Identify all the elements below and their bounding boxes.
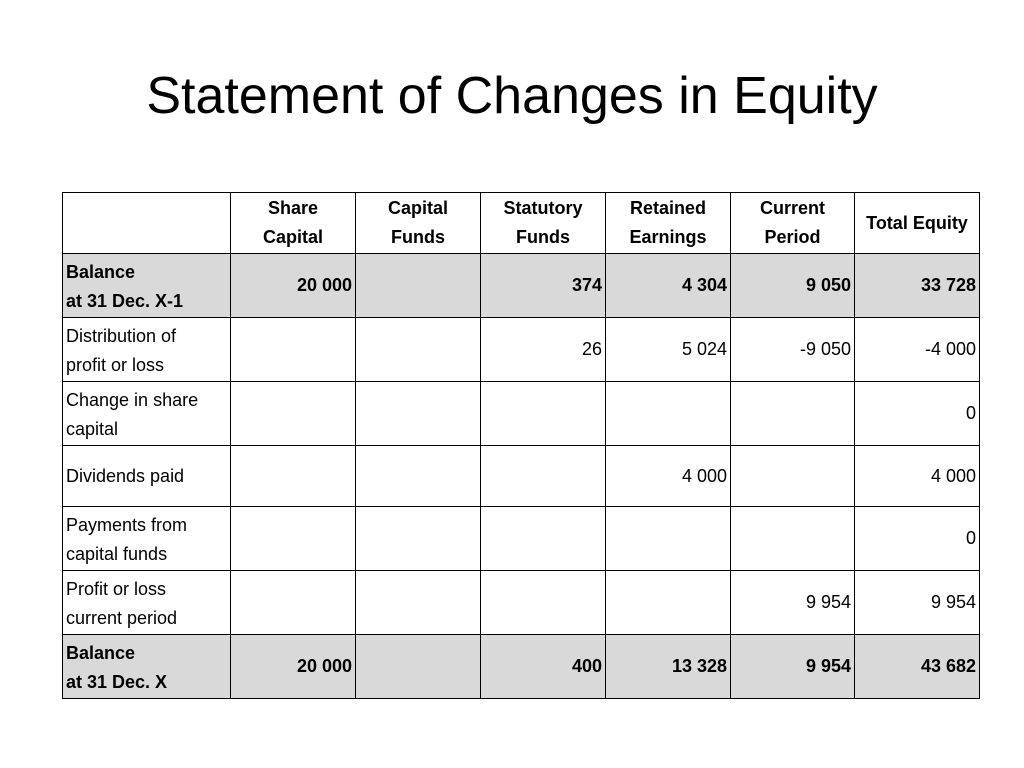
cell-retained-earnings <box>606 507 731 571</box>
cell-retained-earnings: 4 000 <box>606 446 731 507</box>
cell-capital-funds <box>356 446 481 507</box>
cell-statutory-funds: 374 <box>481 254 606 318</box>
cell-capital-funds <box>356 635 481 699</box>
table-row-share-capital-change <box>63 382 980 446</box>
header-capital-funds: Capital Funds <box>356 193 481 254</box>
cell-capital-funds <box>356 318 481 382</box>
table-row-current-profit <box>63 571 980 635</box>
cell-capital-funds <box>356 382 481 446</box>
row-label: Balance at 31 Dec. X-1 <box>63 254 231 318</box>
header-blank <box>63 193 231 254</box>
row-label: Balance at 31 Dec. X <box>63 635 231 699</box>
cell-total-equity: 4 000 <box>855 446 980 507</box>
cell-retained-earnings <box>606 382 731 446</box>
equity-table <box>62 192 980 699</box>
cell-statutory-funds <box>481 507 606 571</box>
cell-statutory-funds <box>481 382 606 446</box>
cell-total-equity: 0 <box>855 507 980 571</box>
cell-capital-funds <box>356 571 481 635</box>
cell-total-equity: 43 682 <box>855 635 980 699</box>
cell-current-period: 9 050 <box>731 254 855 318</box>
header-row <box>63 193 980 254</box>
cell-share-capital <box>231 382 356 446</box>
cell-statutory-funds: 26 <box>481 318 606 382</box>
row-label: Dividends paid <box>63 446 231 507</box>
cell-retained-earnings: 4 304 <box>606 254 731 318</box>
cell-statutory-funds: 400 <box>481 635 606 699</box>
header-retained-earnings: Retained Earnings <box>606 193 731 254</box>
header-share-capital: Share Capital <box>231 193 356 254</box>
cell-share-capital <box>231 571 356 635</box>
table-row-dividends <box>63 446 980 507</box>
row-label: Profit or loss current period <box>63 571 231 635</box>
header-statutory-funds: Statutory Funds <box>481 193 606 254</box>
cell-current-period <box>731 507 855 571</box>
cell-share-capital <box>231 446 356 507</box>
header-total-equity: Total Equity <box>855 193 980 254</box>
cell-total-equity: 0 <box>855 382 980 446</box>
cell-current-period: 9 954 <box>731 635 855 699</box>
cell-total-equity: 33 728 <box>855 254 980 318</box>
table-row-capital-fund-payments <box>63 507 980 571</box>
row-label: Distribution of profit or loss <box>63 318 231 382</box>
cell-current-period <box>731 382 855 446</box>
cell-total-equity: 9 954 <box>855 571 980 635</box>
cell-total-equity: -4 000 <box>855 318 980 382</box>
table-row-closing-balance <box>63 635 980 699</box>
row-label: Change in share capital <box>63 382 231 446</box>
row-label: Payments from capital funds <box>63 507 231 571</box>
cell-capital-funds <box>356 507 481 571</box>
slide-title: Statement of Changes in Equity <box>146 67 878 125</box>
cell-current-period: 9 954 <box>731 571 855 635</box>
cell-current-period: -9 050 <box>731 318 855 382</box>
cell-share-capital <box>231 318 356 382</box>
cell-retained-earnings: 5 024 <box>606 318 731 382</box>
cell-statutory-funds <box>481 446 606 507</box>
cell-share-capital: 20 000 <box>231 635 356 699</box>
table-row-distribution <box>63 318 980 382</box>
table-row-opening-balance <box>63 254 980 318</box>
cell-statutory-funds <box>481 571 606 635</box>
cell-capital-funds <box>356 254 481 318</box>
header-current-period: Current Period <box>731 193 855 254</box>
cell-share-capital: 20 000 <box>231 254 356 318</box>
cell-retained-earnings: 13 328 <box>606 635 731 699</box>
cell-share-capital <box>231 507 356 571</box>
cell-current-period <box>731 446 855 507</box>
cell-retained-earnings <box>606 571 731 635</box>
